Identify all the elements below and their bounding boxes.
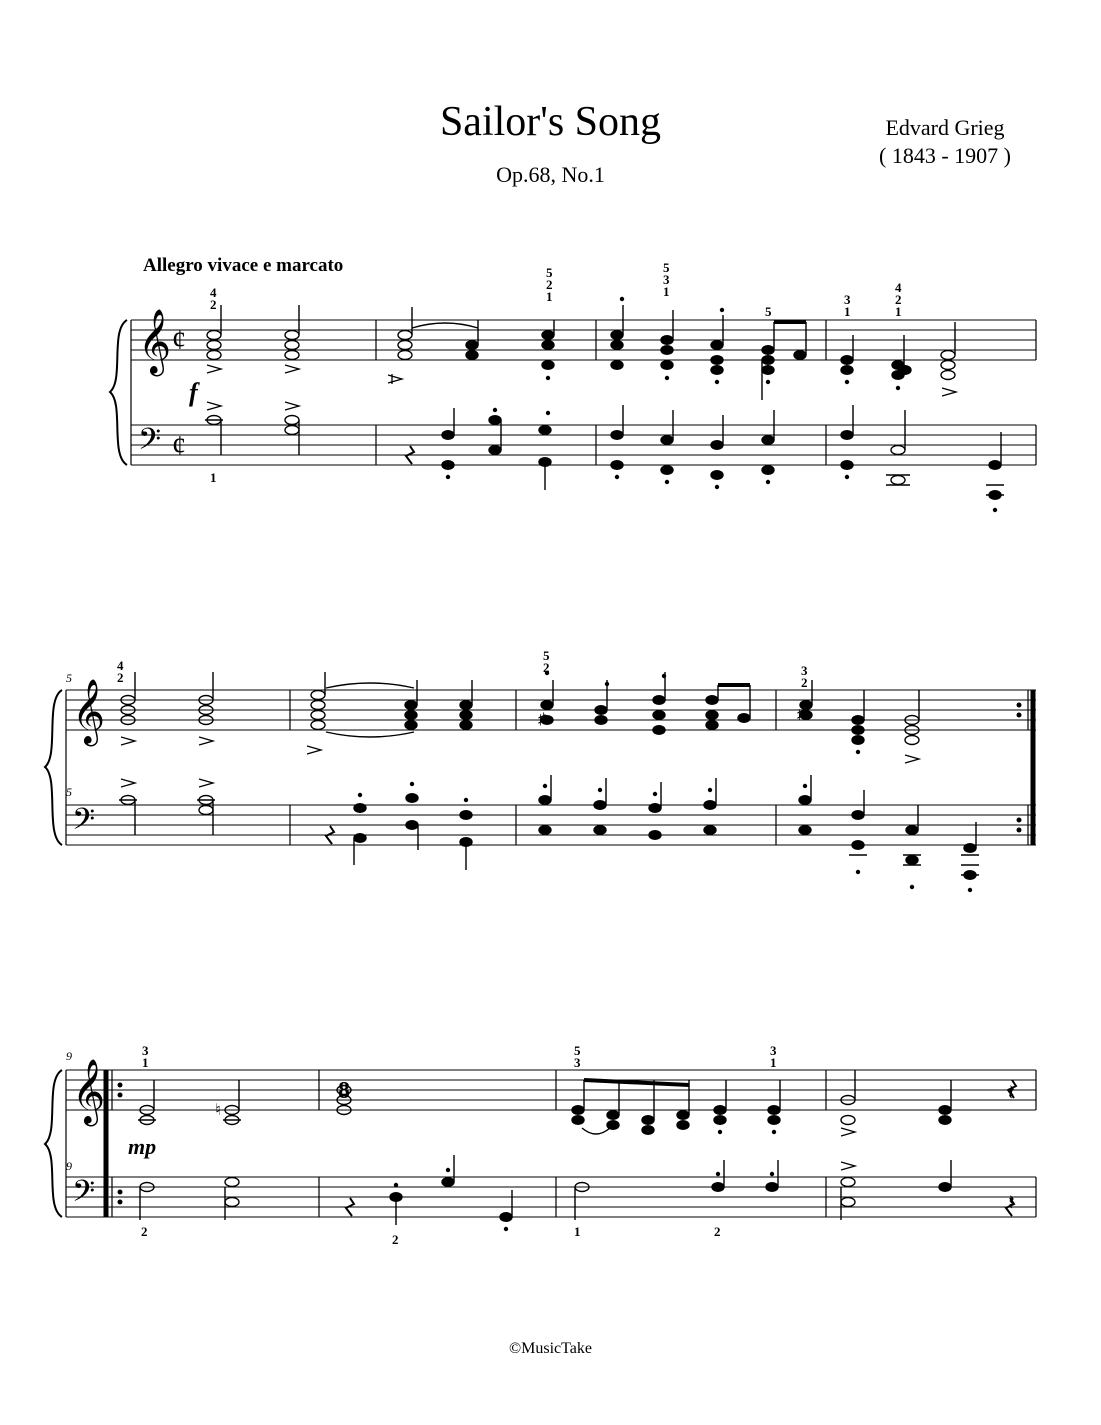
fingering: 1 [210, 470, 217, 485]
fingering: 1 [546, 289, 553, 304]
fingering: 1 [844, 304, 851, 319]
time-signature-bass: ¢ [172, 431, 186, 462]
fingering: 5 [543, 648, 550, 663]
treble-clef-icon: 𝄞 [72, 1059, 106, 1124]
bass-clef-icon: 𝄢 [138, 423, 162, 464]
fingering: 1 [142, 1055, 149, 1070]
bass-staff [66, 805, 1036, 845]
system-3 [45, 1043, 1036, 1247]
fingering: 3 [142, 1043, 149, 1058]
measure-number: 5 [66, 671, 72, 685]
fingering: 1 [770, 1055, 777, 1070]
piece-title: Sailor's Song [439, 99, 662, 145]
tempo-marking: Allegro vivace e marcato [143, 255, 344, 276]
opus-number: Op.68, No.1 [496, 162, 605, 187]
barlines [66, 1070, 1036, 1217]
treble-notes-s2 [121, 672, 919, 745]
treble-notes-m3 [611, 305, 806, 400]
fingering: 3 [844, 292, 851, 307]
fingering: 5 [663, 260, 670, 275]
fingering: 3 [770, 1043, 777, 1058]
svg-text:♯: ♯ [538, 711, 546, 728]
treble-notes-m1 [207, 305, 299, 360]
fingering: 3 [574, 1055, 581, 1070]
brace [45, 1070, 62, 1217]
bass-clef-icon: 𝄢 [72, 803, 96, 844]
accents [841, 1128, 855, 1170]
brace [110, 320, 127, 465]
multi-measure-rest: 8 [338, 1078, 350, 1104]
dynamic-mark: mp [128, 1134, 157, 1159]
fingerings-s1 [210, 260, 902, 485]
treble-staff [131, 320, 1036, 360]
bass-staff [131, 425, 1036, 465]
fingering: 4 [210, 285, 217, 300]
fingerings-s2 [117, 648, 808, 690]
fingering: 3 [801, 663, 808, 678]
composer-dates: ( 1843 - 1907 ) [879, 143, 1011, 168]
fingering: 3 [663, 272, 670, 287]
staccato-dots [718, 1130, 776, 1134]
bass-staccato-s1 [446, 475, 997, 512]
staccato-dots [545, 671, 860, 754]
bass-staccato-s2 [358, 782, 972, 892]
bass-notes-s3 [140, 1155, 1014, 1225]
treble-clef-icon: 𝄞 [138, 309, 172, 374]
bass-staff [66, 1177, 1036, 1217]
fingering: 1 [663, 284, 670, 299]
system-1 [110, 260, 1036, 512]
composer-name: Edvard Grieg [885, 115, 1005, 140]
fingering: 2 [895, 292, 902, 307]
svg-text:𝄽: 𝄽 [1008, 1190, 1015, 1215]
repeat-dots [118, 1083, 123, 1205]
fingering: 2 [392, 1232, 399, 1247]
fingering: 4 [117, 658, 124, 673]
fingering: 5 [765, 304, 772, 319]
fingering: 2 [543, 660, 550, 675]
measure-number: 9 [66, 1159, 72, 1173]
svg-text:♮: ♮ [215, 1102, 221, 1119]
accents [121, 737, 919, 787]
system-2 [45, 648, 1036, 892]
fingering: 1 [574, 1224, 581, 1239]
fingering: 2 [801, 675, 808, 690]
fingering: 5 [574, 1043, 581, 1058]
fingering: 5 [546, 265, 553, 280]
dynamic-mark: f [189, 378, 198, 407]
treble-staff [66, 1070, 1036, 1110]
svg-text:𝄽: 𝄽 [1008, 1080, 1015, 1105]
svg-text:♯: ♯ [797, 706, 805, 723]
bass-notes-s1 [205, 405, 1004, 499]
fingerings-s3 [141, 1043, 777, 1247]
fingering: 4 [895, 280, 902, 295]
treble-notes-m4 [841, 322, 955, 380]
fingering: 2 [714, 1224, 721, 1239]
measure-number: 5 [66, 785, 72, 799]
fingering: 1 [895, 304, 902, 319]
time-signature-treble: ¢ [172, 325, 186, 356]
treble-clef-icon: 𝄞 [72, 679, 106, 744]
fingering: 2 [210, 297, 217, 312]
measure-number: 9 [66, 1049, 72, 1063]
fingering: 2 [141, 1224, 148, 1239]
fingering: 2 [546, 277, 553, 292]
staccato-dots [493, 297, 900, 415]
barlines [131, 320, 1036, 465]
repeat-dots [1017, 703, 1022, 833]
brace [45, 690, 62, 845]
rests [1008, 1080, 1015, 1215]
copyright-notice: ©MusicTake [508, 1340, 592, 1357]
bass-notes-s2 [119, 775, 979, 879]
bass-clef-icon: 𝄢 [72, 1175, 96, 1216]
fingering: 2 [117, 670, 124, 685]
